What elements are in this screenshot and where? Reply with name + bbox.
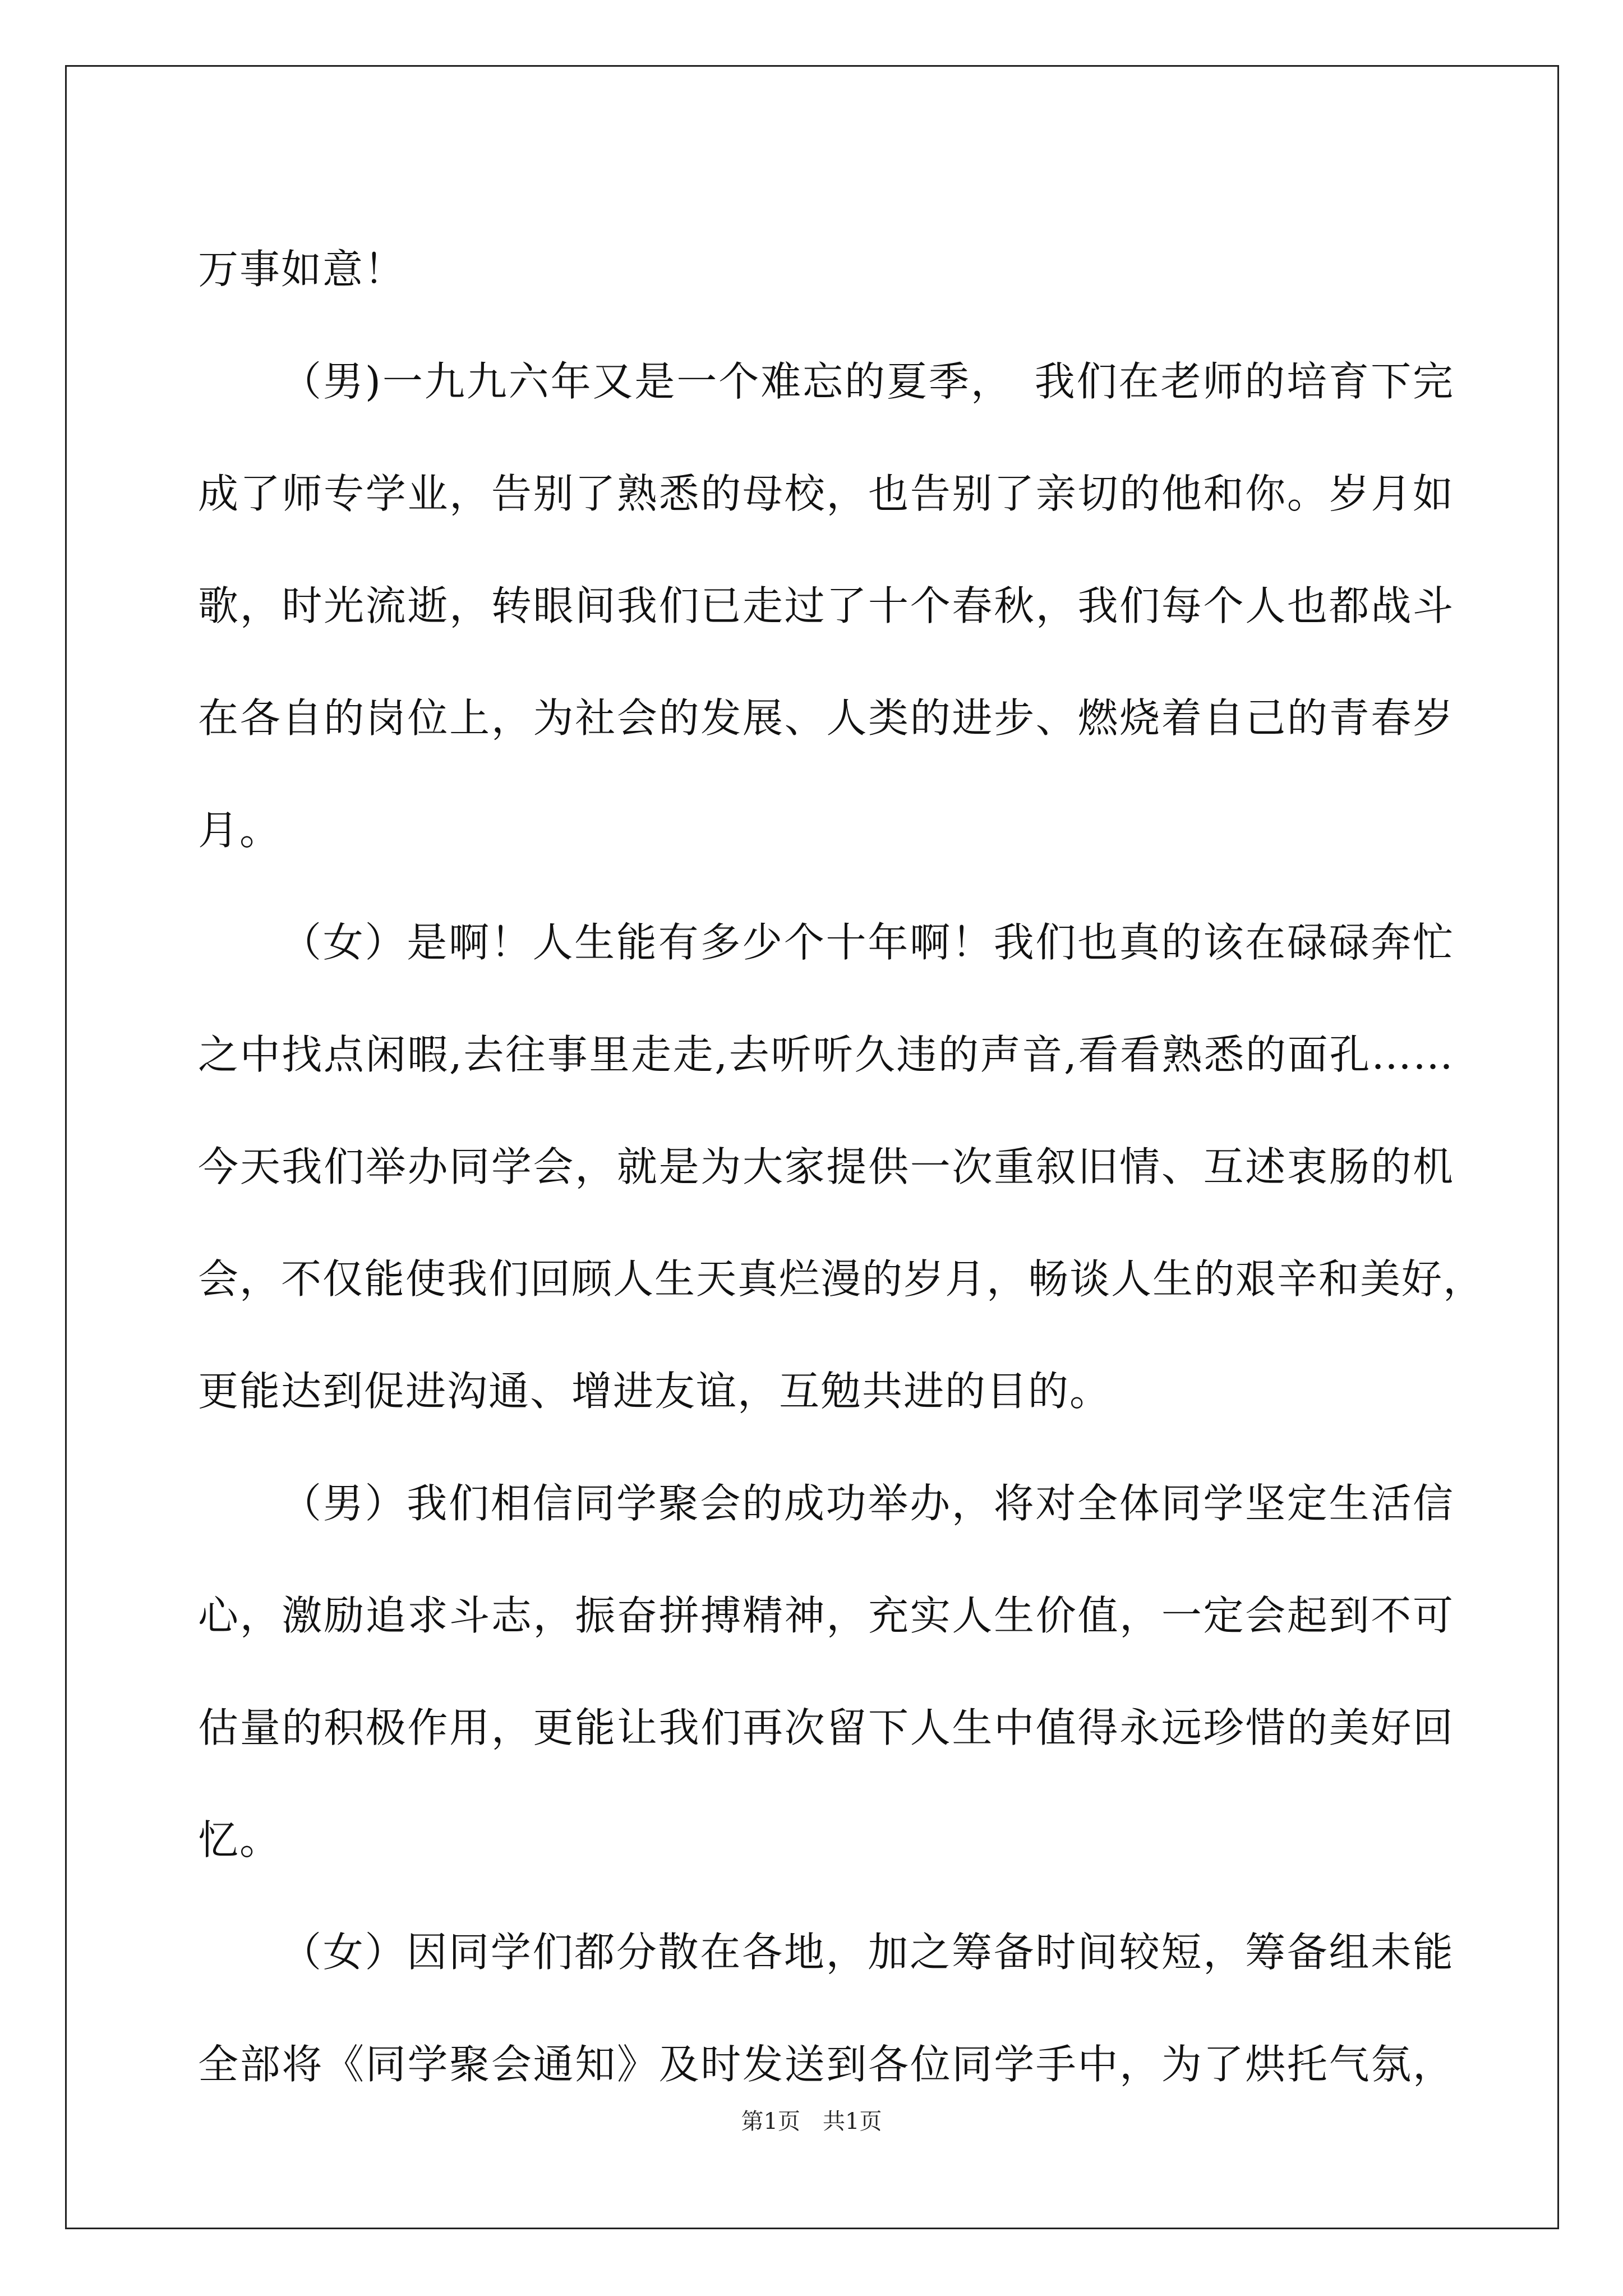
- text-line: 在各自的岗位上，为社会的发展、人类的进步、燃烧着自己的青春岁: [198, 694, 1454, 742]
- text-line: 全部将《同学聚会通知》及时发送到各位同学手中，为了烘托气氛，: [198, 2041, 1454, 2088]
- text-line: （女）因同学们都分散在各地，加之筹备时间较短，筹备组未能: [281, 1929, 1454, 1976]
- page-footer: 第1页 共1页: [741, 2109, 882, 2134]
- document-body: [198, 213, 1485, 2120]
- text-line: （男）我们相信同学聚会的成功举办，将对全体同学坚定生活信: [281, 1480, 1454, 1527]
- text-line: 忆。: [198, 1816, 282, 1864]
- text-line: 月。: [198, 807, 282, 854]
- text-line: （女）是啊！人生能有多少个十年啊！我们也真的该在碌碌奔忙: [281, 919, 1454, 966]
- text-line: 估量的积极作用，更能让我们再次留下人生中值得永远珍惜的美好回: [198, 1704, 1454, 1751]
- text-line: 万事如意！: [198, 246, 406, 293]
- text-line: （男)一九九六年又是一个难忘的夏季， 我们在老师的培育下完: [281, 358, 1454, 405]
- text-line: 今天我们举办同学会，就是为大家提供一次重叙旧情、互述衷肠的机: [198, 1143, 1454, 1190]
- text-line: 心，激励追求斗志，振奋拼搏精神，充实人生价值，一定会起到不可: [198, 1592, 1454, 1639]
- text-line: 之中找点闲暇,去往事里走走,去听听久违的声音,看看熟悉的面孔……: [198, 1031, 1454, 1078]
- text-line: 会，不仅能使我们回顾人生天真烂漫的岁月，畅谈人生的艰辛和美好，: [198, 1255, 1485, 1303]
- text-line: 更能达到促进沟通、增进友谊，互勉共进的目的。: [198, 1368, 1112, 1415]
- text-line: 歌，时光流逝，转眼间我们已走过了十个春秋，我们每个人也都战斗: [198, 582, 1454, 629]
- text-line: 成了师专学业，告别了熟悉的母校，也告别了亲切的他和你。岁月如: [198, 470, 1454, 517]
